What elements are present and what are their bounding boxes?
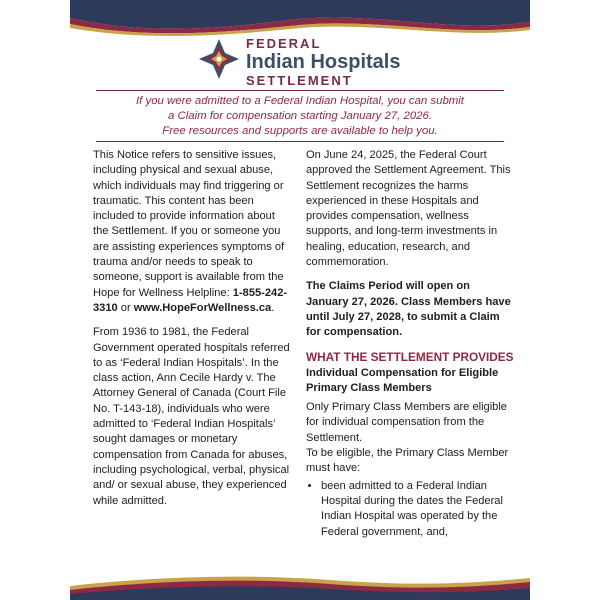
- trigger-warning-text: This Notice refers to sensitive issues, including physical and sexual abuse, which individuals may find triggering or traumatic. This content has been included to provide information about the Settlement. If you or someone you are assisting experiences symptoms of trauma and/or needs to speak to someone, support is available from the Hope for Wellness Helpline:: [93, 149, 285, 299]
- right-column: [306, 148, 514, 540]
- sub-heading-individual-compensation: Individual Compensation for Eligible Primary Class Members: [306, 366, 499, 394]
- bottom-wave-band: [70, 572, 530, 600]
- section-heading-settlement-provides: WHAT THE SETTLEMENT PROVIDES: [306, 349, 514, 364]
- star-blanket-logo-icon: [198, 38, 240, 80]
- intro-top-rule: [96, 90, 504, 91]
- brand-settlement: SETTLEMENT: [246, 73, 353, 88]
- notice-page: [70, 0, 530, 600]
- history-paragraph: From 1936 to 1981, the Federal Government operated hospitals referred to as ‘Federal Indian Hospitals’. In the class action, Ann Cecile Hardy v. The Attorney General of Canada (Court File No. T-143-18), individuals who were admitted to ‘Federal Indian Hospitals’ sought damages or monetary compensation from Canada for abuses, including psychological, verbal, physical and/ or sexual abuse, they experienced while admitted.: [93, 326, 290, 507]
- requirements-list: [306, 479, 514, 540]
- brand-wordmark: [246, 36, 400, 88]
- eligibility-paragraph: Only Primary Class Members are eligible for individual compensation from the Settlement.: [306, 401, 507, 444]
- claims-period-text: The Claims Period will open on January 27, 2026. Class Members have until July 27, 2028, to submit a Claim for compensation.: [306, 280, 511, 339]
- helpline-phone: 1-855-242-3310: [93, 286, 288, 314]
- claims-period-paragraph: [306, 279, 514, 340]
- brand-federal: FEDERAL: [246, 36, 322, 51]
- brand-indian-hospitals: Indian Hospitals: [246, 51, 401, 73]
- period-text: .: [271, 301, 275, 314]
- hope-for-wellness-link[interactable]: www.HopeForWellness.ca: [133, 301, 272, 314]
- requirement-intro: To be eligible, the Primary Class Member must have:: [306, 447, 509, 475]
- or-text: or: [117, 301, 134, 314]
- intro-banner: [90, 94, 510, 139]
- list-item: • been admitted to a Federal Indian Hospital during the dates the Federal Indian Hospital was operated by the Federal government, and,: [321, 479, 514, 540]
- header: [70, 36, 530, 88]
- left-column: [93, 148, 293, 518]
- top-wave-band: [70, 0, 530, 40]
- intro-bottom-rule: [96, 141, 504, 142]
- trigger-warning-paragraph: [93, 148, 293, 316]
- intro-line-1: If you were admitted to a Federal Indian Hospital, you can submit: [136, 95, 464, 107]
- intro-line-3: Free resources and supports are available to help you.: [162, 125, 438, 137]
- intro-line-2: a Claim for compensation starting January 27, 2026.: [167, 110, 433, 122]
- court-approval-paragraph: On June 24, 2025, the Federal Court approved the Settlement Agreement. This Settlement recognizes the harms experienced in these Hospitals and provides compensation, wellness supports, and long-term investments in healing, education, research, and commemoration.: [306, 149, 511, 269]
